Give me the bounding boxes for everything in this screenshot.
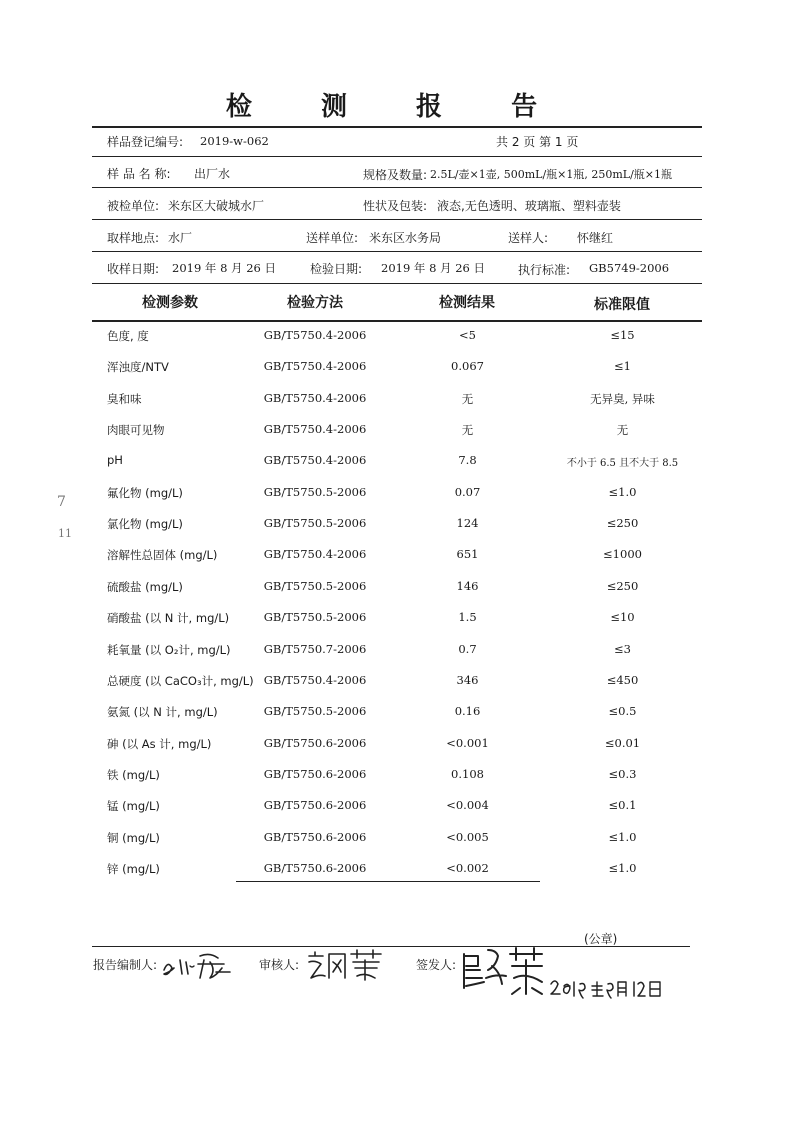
table-row-18-method-cell: GB/T5750.6-2006 — [263, 861, 367, 875]
sender-unit-label: 送样单位: — [306, 231, 359, 245]
table-row-8-limit-cell: ≤1000 — [603, 547, 642, 561]
table-row-7-result-cell: 124 — [456, 516, 479, 530]
header-rule-3 — [92, 219, 702, 220]
sampling-site-label: 取样地点: — [107, 231, 160, 245]
header-rule-5 — [92, 283, 702, 284]
table-row-17-limit-cell: ≤1.0 — [608, 830, 637, 844]
sample-name-value: 出厂水 — [194, 167, 231, 181]
table-row-18-param-cell: 锌 (mg/L) — [107, 862, 160, 876]
reviewer-signature — [305, 946, 387, 984]
column-header-limit: 标准限值 — [594, 297, 650, 313]
author-signature — [160, 948, 242, 982]
table-row-6-result-cell: 0.07 — [454, 485, 481, 499]
table-row-3-limit-cell: 无异臭, 异味 — [590, 392, 655, 406]
table-row-8-method-cell: GB/T5750.4-2006 — [263, 547, 367, 561]
margin-mark-1: 7 — [57, 494, 66, 510]
issue-date — [548, 980, 637, 997]
sample-name-label: 样 品 名 称: — [107, 167, 171, 181]
table-row-17-param-cell: 铜 (mg/L) — [107, 831, 160, 845]
footer-rule — [92, 946, 690, 947]
table-row-10-result-cell: 1.5 — [458, 610, 477, 624]
sender-unit-value: 米东区水务局 — [369, 231, 442, 245]
table-row-3-param-cell: 臭和味 — [107, 392, 142, 406]
table-row-3-result-cell: 无 — [461, 392, 474, 406]
table-row-16-param-cell: 锰 (mg/L) — [107, 799, 160, 813]
issuer-label: 签发人: — [416, 958, 457, 972]
table-row-9-result-cell: 146 — [456, 579, 479, 593]
table-row-13-param-cell: 氨氮 (以 N 计, mg/L) — [107, 705, 218, 719]
test-date-label: 检验日期: — [310, 262, 363, 276]
table-row-6-method-cell: GB/T5750.5-2006 — [263, 485, 367, 499]
table-row-15-limit-cell: ≤0.3 — [608, 767, 637, 781]
table-row-17-method-cell: GB/T5750.6-2006 — [263, 830, 367, 844]
column-header-method: 检验方法 — [287, 295, 343, 311]
margin-mark-2: 11 — [58, 527, 72, 540]
table-row-7-param-cell: 氯化物 (mg/L) — [107, 517, 183, 531]
table-row-17-result-cell: <0.005 — [446, 830, 489, 844]
standard-label: 执行标准: — [518, 263, 571, 277]
table-row-9-method-cell: GB/T5750.5-2006 — [263, 579, 367, 593]
report-title: 检 测 报 告 — [225, 92, 568, 122]
table-row-5-method-cell: GB/T5750.4-2006 — [263, 453, 367, 467]
table-row-18-result-cell: <0.002 — [446, 861, 489, 875]
table-row-14-method-cell: GB/T5750.6-2006 — [263, 736, 367, 750]
table-row-8-param-cell: 溶解性总固体 (mg/L) — [107, 548, 218, 562]
table-row-11-result-cell: 0.7 — [458, 642, 477, 656]
table-header-rule — [92, 320, 702, 322]
header-top-rule — [92, 126, 702, 128]
table-row-15-param-cell: 铁 (mg/L) — [107, 768, 160, 782]
table-row-13-limit-cell: ≤0.5 — [608, 704, 637, 718]
table-row-1-param-cell: 色度, 度 — [107, 329, 149, 343]
table-row-13-method-cell: GB/T5750.5-2006 — [263, 704, 367, 718]
issuer-signature — [458, 944, 550, 996]
receive-date-label: 收样日期: — [107, 262, 160, 276]
test-date-value: 2019 年 8 月 26 日 — [381, 261, 485, 275]
sampling-site-value: 水厂 — [168, 231, 193, 245]
table-row-15-method-cell: GB/T5750.6-2006 — [263, 767, 367, 781]
table-row-15-result-cell: 0.108 — [451, 767, 484, 781]
spec-label: 规格及数量: — [363, 168, 428, 182]
author-label: 报告编制人: — [93, 958, 158, 972]
table-row-2-method-cell: GB/T5750.4-2006 — [263, 359, 367, 373]
table-row-4-result-cell: 无 — [461, 423, 474, 437]
table-row-5-param-cell: pH — [107, 453, 123, 467]
table-row-1-result-cell: <5 — [459, 328, 476, 342]
sample-person-label: 送样人: — [508, 231, 549, 245]
table-row-1-limit-cell: ≤15 — [610, 328, 635, 342]
table-row-16-result-cell: <0.004 — [446, 798, 489, 812]
table-row-6-limit-cell: ≤1.0 — [608, 485, 637, 499]
reg-number-label: 样品登记编号: — [107, 135, 184, 149]
table-row-14-limit-cell: ≤0.01 — [604, 736, 641, 750]
sample-person-value: 怀继红 — [577, 231, 614, 245]
table-row-3-method-cell: GB/T5750.4-2006 — [263, 391, 367, 405]
table-row-12-result-cell: 346 — [456, 673, 479, 687]
table-row-9-limit-cell: ≤250 — [606, 579, 639, 593]
table-row-10-method-cell: GB/T5750.5-2006 — [263, 610, 367, 624]
table-row-4-limit-cell: 无 — [616, 423, 629, 437]
table-row-11-method-cell: GB/T5750.7-2006 — [263, 642, 367, 656]
table-row-2-result-cell: 0.067 — [451, 359, 484, 373]
table-row-2-param-cell: 浑浊度/NTV — [107, 360, 169, 374]
column-header-param: 检测参数 — [142, 295, 198, 311]
table-row-12-param-cell: 总硬度 (以 CaCO₃计, mg/L) — [107, 674, 254, 688]
table-row-16-method-cell: GB/T5750.6-2006 — [263, 798, 367, 812]
table-row-10-limit-cell: ≤10 — [610, 610, 635, 624]
state-label: 性状及包装: — [363, 199, 428, 213]
table-row-7-method-cell: GB/T5750.5-2006 — [263, 516, 367, 530]
table-row-14-param-cell: 砷 (以 As 计, mg/L) — [107, 737, 212, 751]
column-header-result: 检测结果 — [439, 295, 495, 311]
table-row-11-param-cell: 耗氧量 (以 O₂计, mg/L) — [107, 643, 231, 657]
header-rule-4 — [92, 251, 702, 252]
table-bottom-rule — [236, 881, 540, 882]
table-row-6-param-cell: 氟化物 (mg/L) — [107, 486, 183, 500]
inspected-unit-label: 被检单位: — [107, 199, 160, 213]
table-row-8-result-cell: 651 — [456, 547, 479, 561]
official-seal-label: (公章) — [584, 932, 618, 946]
table-row-14-result-cell: <0.001 — [446, 736, 489, 750]
table-row-4-method-cell: GB/T5750.4-2006 — [263, 422, 367, 436]
table-row-13-result-cell: 0.16 — [454, 704, 481, 718]
header-rule-2 — [92, 187, 702, 188]
table-row-2-limit-cell: ≤1 — [614, 359, 631, 373]
table-row-9-param-cell: 硫酸盐 (mg/L) — [107, 580, 183, 594]
page-count: 共 2 页 第 1 页 — [496, 135, 579, 149]
table-row-10-param-cell: 硝酸盐 (以 N 计, mg/L) — [107, 611, 230, 625]
spec-value: 2.5L/壶×1壶, 500mL/瓶×1瓶, 250mL/瓶×1瓶 — [430, 168, 673, 181]
reg-number-value: 2019-w-062 — [200, 134, 269, 148]
table-row-12-limit-cell: ≤450 — [606, 673, 639, 687]
inspected-unit-value: 米东区大破城水厂 — [168, 199, 265, 213]
table-row-18-limit-cell: ≤1.0 — [608, 861, 637, 875]
standard-value: GB5749-2006 — [589, 261, 670, 275]
table-row-11-limit-cell: ≤3 — [614, 642, 631, 656]
header-rule-1 — [92, 156, 702, 157]
receive-date-value: 2019 年 8 月 26 日 — [172, 261, 276, 275]
table-row-1-method-cell: GB/T5750.4-2006 — [263, 328, 367, 342]
reviewer-label: 审核人: — [259, 958, 300, 972]
table-row-5-limit-cell: 不小于 6.5 且不大于 8.5 — [566, 458, 679, 469]
table-row-7-limit-cell: ≤250 — [606, 516, 639, 530]
table-row-4-param-cell: 肉眼可见物 — [107, 423, 165, 437]
table-row-12-method-cell: GB/T5750.4-2006 — [263, 673, 367, 687]
table-row-5-result-cell: 7.8 — [458, 453, 477, 467]
state-value: 液态,无色透明、玻璃瓶、塑料壶装 — [437, 199, 621, 213]
table-row-16-limit-cell: ≤0.1 — [608, 798, 637, 812]
